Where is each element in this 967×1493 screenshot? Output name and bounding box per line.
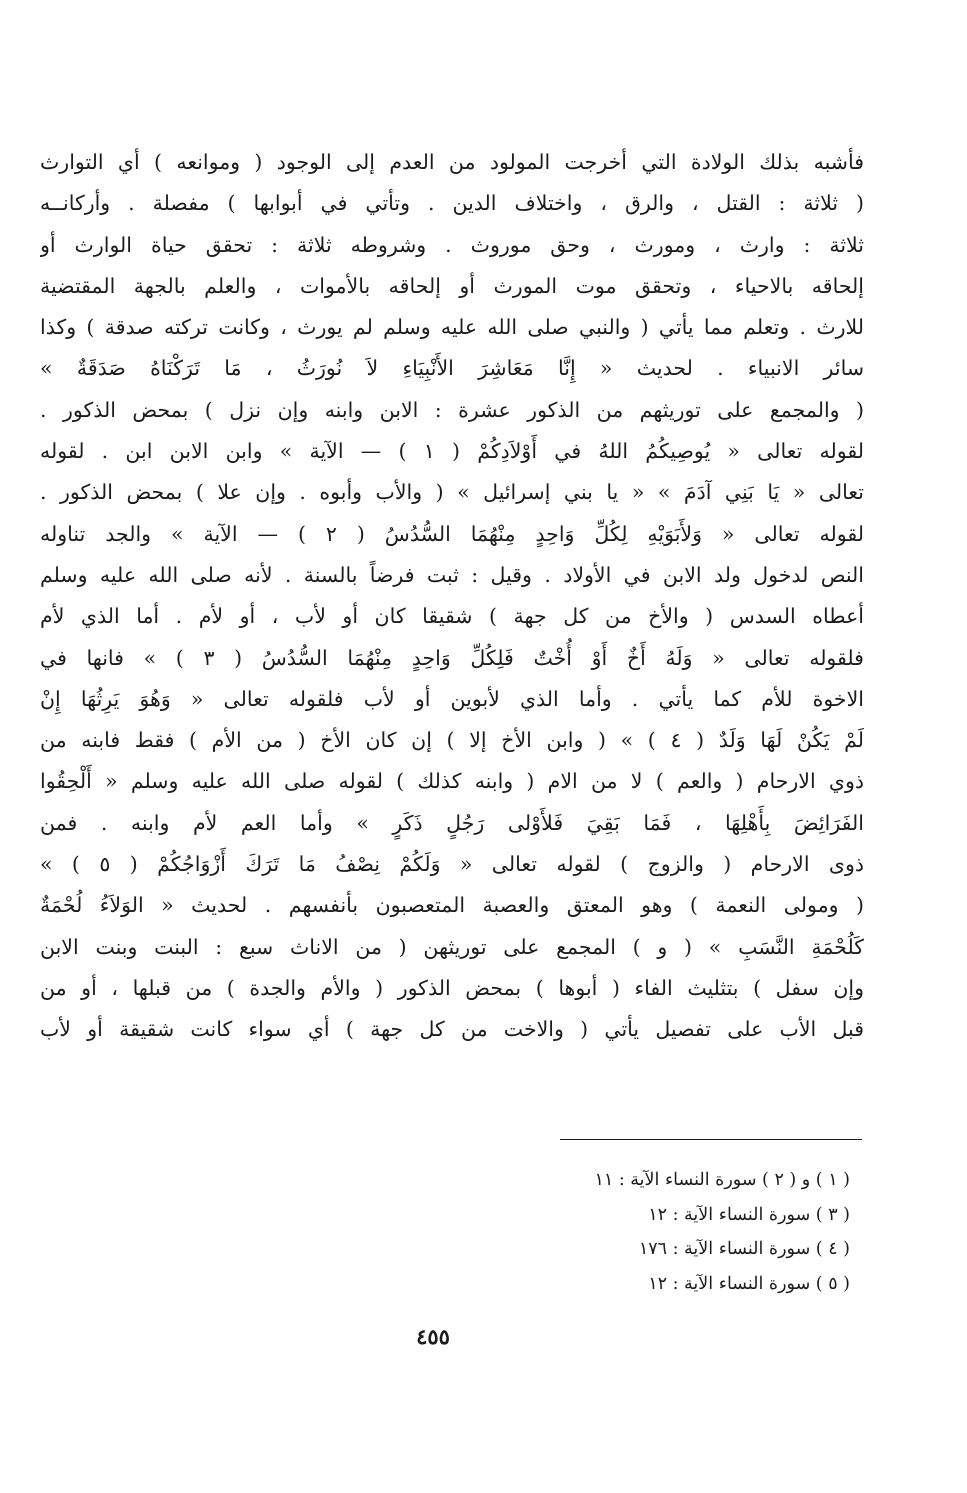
text-line: كَلُحْمَةِ النَّسَبِ » ( و ) المجمع على توريثهن ( من الاناث سبع : البنت وبنت الابن [40,934,864,959]
footnote-item: ( ١ ) و ( ٢ ) سورة النساء الآية : ١١ [594,1170,850,1190]
text-line: ذوى الارحام ( والزوج ) لقوله تعالى « وَلَكُمْ نِصْفُ مَا تَرَكَ أَزْوَاجُكُمْ ( ٥ ) » [40,852,864,877]
text-line: ( والمجمع على توريثهم من الذكور عشرة : الابن وابنه وإن نزل ) بمحض الذكور . [40,397,864,422]
text-line: فأشبه بذلك الولادة التي أخرجت المولود من العدم إلى الوجود ( وموانعه ) أي التوارث [40,150,864,174]
text-line: ( ثلاثة : القتل ، والرق ، واختلاف الدين . وتأتي في أبوابها ) مفصلة . وأركانــه [40,191,864,216]
footnote-item: ( ٥ ) سورة النساء الآية : ١٢ [648,1273,850,1294]
footnote-divider [560,1139,862,1140]
page-number: ٤٥٥ [416,1324,450,1349]
text-line: لقوله تعالى « وَلأَبَوَيْهِ لِكُلِّ وَاحِدٍ مِنْهُمَا السُّدُسُ ( ٢ ) — الآية » والجد تناوله [40,521,864,546]
text-line: الفَرَائِضَ بِأَهْلِهَا ، فَمَا بَقِيَ فَلأَوْلى رَجُلٍ ذَكَرٍ » وأما العم لأم وابنه . فمن [40,810,864,835]
text-line: لقوله تعالى « يُوصِيكُمُ اللهُ في أَوْلاَدِكُمْ ( ١ ) — الآية » وابن الابن ابن . لقوله [40,439,864,464]
text-line: النص لدخول ولد الابن في الأولاد . وقيل : ثبت فرضاً بالسنة . لأنه صلى الله عليه وسلم [40,562,864,587]
text-line: ( ومولى النعمة ) وهو المعتق والعصبة المتعصبون بأنفسهم . لحديث « الوَلاَءُ لُحْمَةٌ [40,893,864,918]
text-line: أعطاه السدس ( والأخ من كل جهة ) شقيقا كان أو لأب ، أو لأم . أما الذي لأم [40,604,864,629]
text-line: ثلاثة : وارث ، ومورث ، وحق موروث . وشروطه ثلاثة : تحقق حياة الوارث أو [40,232,864,257]
text-line: فلقوله تعالى « وَلَهُ أَخٌ أَوْ أُخْتٌ فَلِكُلِّ وَاحِدٍ مِنْهُمَا السُّدُسُ ( ٣ ) » فانها في [40,645,864,670]
text-line: ذوي الارحام ( والعم ) لا من الام ( وابنه كذلك ) لقوله صلى الله عليه وسلم « أَلْحِقُوا [40,769,864,794]
text-line: لَمْ يَكُنْ لَهَا وَلَدٌ ( ٤ ) » ( وابن الأخ إلا ) إن كان الأخ ( من الأم ) فقط فابنه من [40,728,864,753]
footnote-item: ( ٤ ) سورة النساء الآية : ١٧٦ [638,1239,850,1259]
footnotes [460,1163,850,1301]
text-line: سائر الانبياء . لحديث « إِنَّا مَعَاشِرَ الأَنْبِيَاءِ لاَ نُورَثُ ، مَا تَرَكْنَاهُ صَدَقَةٌ » [40,356,864,381]
footnote-item: ( ٣ ) سورة النساء الآية : ١٢ [648,1204,850,1225]
text-line: وإن سفل ) بتثليث الفاء ( أبوها ) بمحض الذكور ( والأم والجدة ) من قبلها ، أو من [40,975,864,1000]
text-line: قبل الأب على تفصيل يأتي ( والاخت من كل جهة ) أي سواء كانت شقيقة أو لأب [40,1017,864,1042]
text-line: إلحاقه بالاحياء ، وتحقق موت المورث أو إلحاقه بالأموات ، والعلم بالجهة المقتضية [40,273,864,298]
text-line: الاخوة للأم كما يأتي . وأما الذي لأبوين أو لأب فلقوله تعالى « وَهُوَ يَرِثُهَا إِنْ [40,686,864,711]
text-line: للارث . وتعلم مما يأتي ( والنبي صلى الله عليه وسلم لم يورث ، وكانت تركته صدقة ) وكذا [40,315,864,340]
text-line: تعالى « يَا بَنِي آدَمَ » « يا بني إسرائيل » ( والأب وأبوه . وإن علا ) بمحض الذكور . [40,480,864,505]
main-text-block [40,142,864,1051]
